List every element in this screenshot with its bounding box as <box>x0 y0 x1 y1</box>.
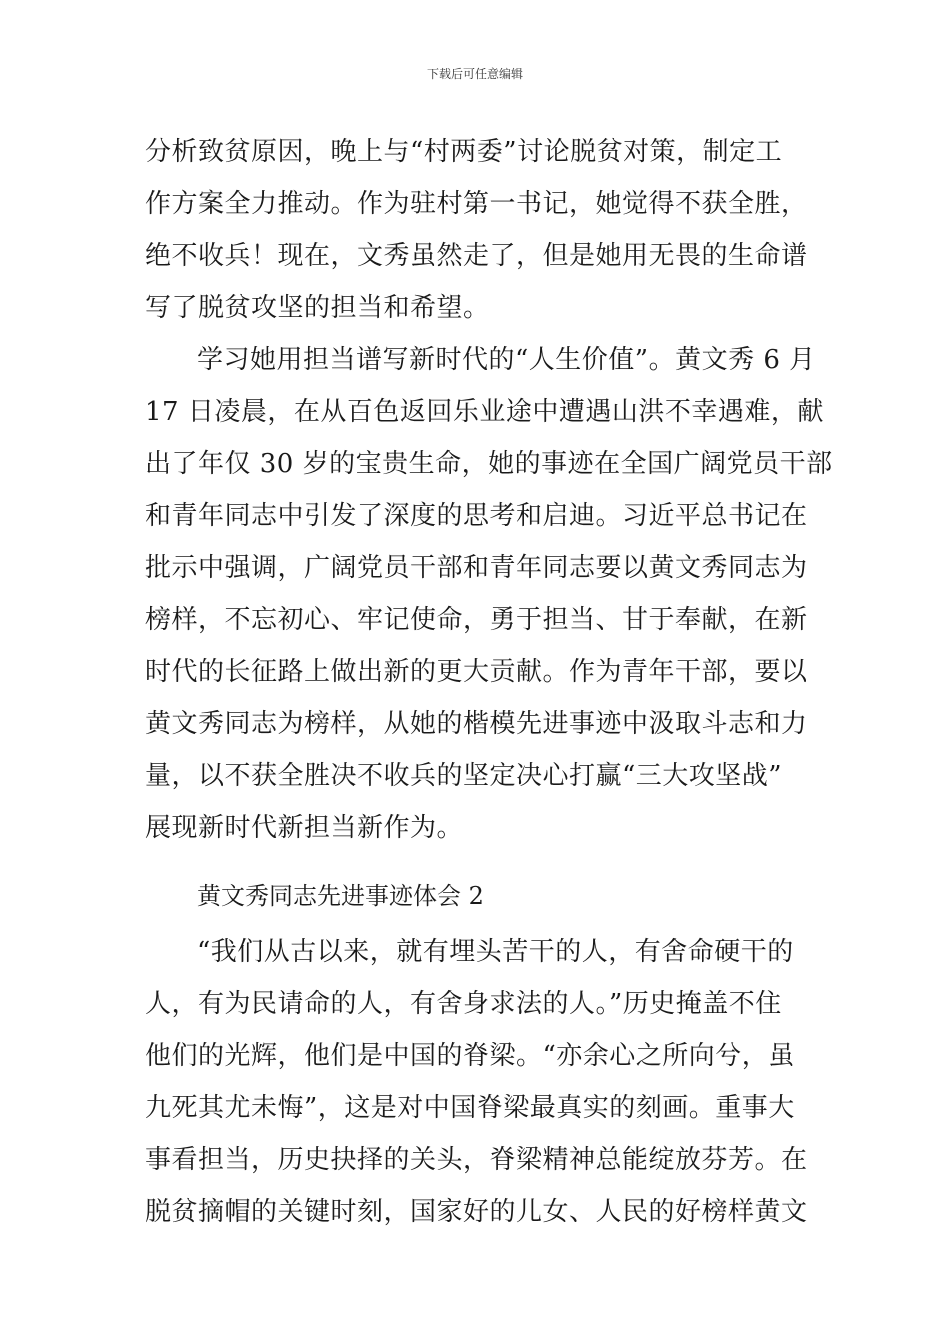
paragraph-line: 量，以不获全胜决不收兵的坚定决心打赢“三大攻坚战” <box>145 761 783 791</box>
paragraph-1 <box>145 126 815 334</box>
paragraph-line: 学习她用担当谱写新时代的“人生价值”。黄文秀 6 月 <box>197 345 816 375</box>
section-heading: 黄文秀同志先进事迹体会 2 <box>197 882 484 910</box>
paragraph-line: 他们的光辉，他们是中国的脊梁。“亦余心之所向兮，虽 <box>145 1041 795 1071</box>
paragraph-line: 绝不收兵！现在，文秀虽然走了，但是她用无畏的生命谱 <box>145 241 808 271</box>
paragraph-line: 九死其尤未悔”，这是对中国脊梁最真实的刻画。重事大 <box>145 1093 795 1123</box>
paragraph-line: 17 日凌晨，在从百色返回乐业途中遭遇山洪不幸遇难，献 <box>145 397 824 427</box>
paragraph-line: 分析致贫原因，晚上与“村两委”讨论脱贫对策，制定工 <box>145 137 783 167</box>
paragraph-line: “我们从古以来，就有埋头苦干的人，有舍命硬干的 <box>197 937 794 967</box>
paragraph-line: 事看担当，历史抉择的关头，脊梁精神总能绽放芬芳。在 <box>145 1145 808 1175</box>
paragraph-line: 和青年同志中引发了深度的思考和启迪。习近平总书记在 <box>145 501 808 531</box>
paragraph-line: 写了脱贫攻坚的担当和希望。 <box>145 293 490 323</box>
paragraph-line: 出了年仅 30 岁的宝贵生命，她的事迹在全国广阔党员干部 <box>145 449 833 479</box>
paragraph-line: 黄文秀同志为榜样，从她的楷模先进事迹中汲取斗志和力 <box>145 709 808 739</box>
paragraph-line: 时代的长征路上做出新的更大贡献。作为青年干部，要以 <box>145 657 808 687</box>
paragraph-line: 展现新时代新担当新作为。 <box>145 813 464 843</box>
paragraph-3 <box>145 926 815 1238</box>
paragraph-line: 作方案全力推动。作为驻村第一书记，她觉得不获全胜， <box>145 189 808 219</box>
paragraph-line: 批示中强调，广阔党员干部和青年同志要以黄文秀同志为 <box>145 553 808 583</box>
paragraph-line: 脱贫摘帽的关键时刻，国家好的儿女、人民的好榜样黄文 <box>145 1197 808 1227</box>
page-header: 下载后可任意编辑 <box>426 67 523 81</box>
paragraph-2 <box>145 334 833 854</box>
paragraph-line: 人，有为民请命的人，有舍身求法的人。”历史掩盖不住 <box>145 989 782 1019</box>
paragraph-line: 榜样，不忘初心、牢记使命，勇于担当、甘于奉献，在新 <box>145 605 808 635</box>
